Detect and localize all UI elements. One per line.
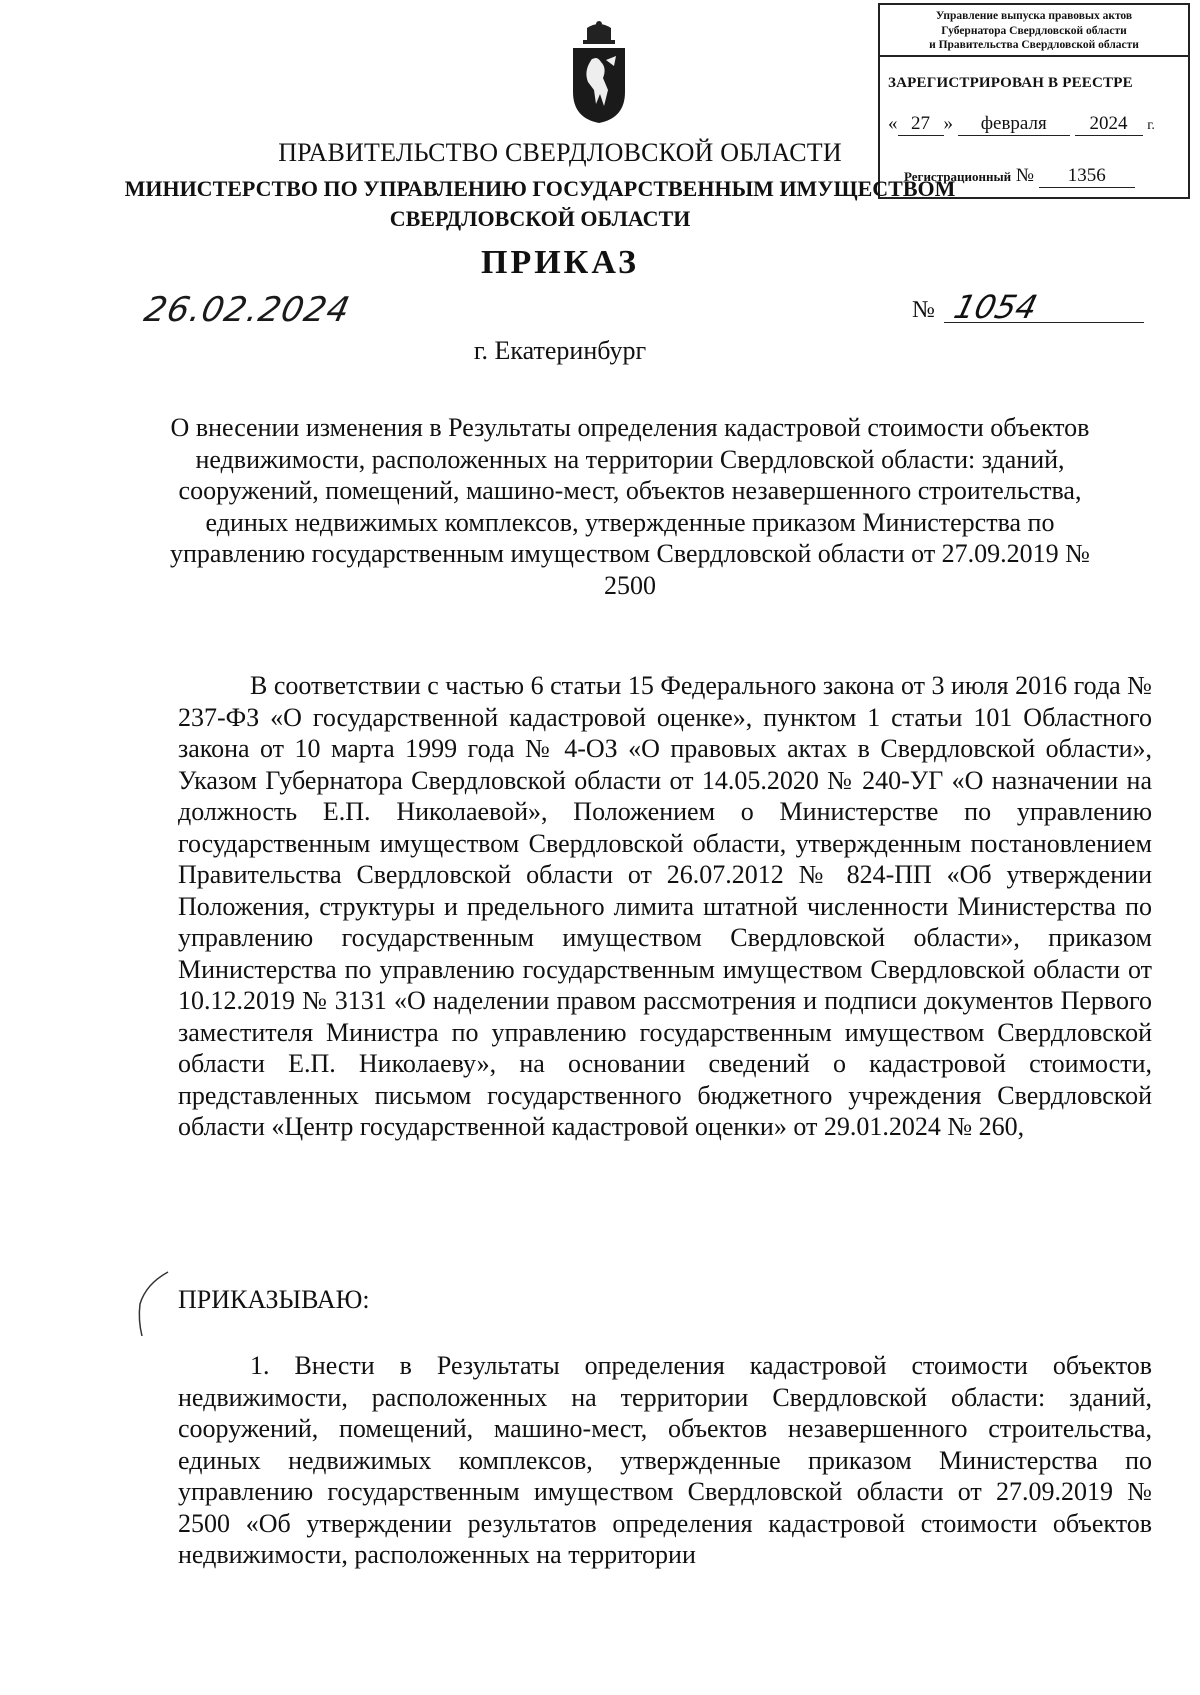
stamp-year-suffix: г. <box>1147 118 1155 133</box>
document-title: О внесении изменения в Результаты определения кадастровой стоимости объектов недвижимости, расположенных на территории Свердловской области: зданий, сооружений, помещений, машино-мест, объектов незавершенного строительства, единых недвижимых комплексов, утвержденные приказом Министерства по управлению государственным имуществом Свердловской области от 27.09.2019 № 2500 <box>170 413 1090 600</box>
ministry-name <box>0 174 1140 234</box>
handwritten-number: 1054 <box>950 288 1042 326</box>
registration-stamp <box>878 3 1190 199</box>
stamp-header-line2: Губернатора Свердловской области <box>941 24 1127 37</box>
stamp-reg-label: Регистрационный <box>904 169 1012 184</box>
coat-of-arms-icon <box>570 20 628 124</box>
stamp-quote-open: « <box>888 113 898 134</box>
stamp-header-line1: Управление выпуска правовых актов <box>935 10 1133 22</box>
number-label: № <box>912 297 935 323</box>
stamp-year: 2024 <box>1075 113 1143 136</box>
stamp-header-line3: и Правительства Свердловской области <box>929 39 1139 51</box>
stamp-quote-close: » <box>943 113 953 134</box>
handwritten-date: 26.02.2024 <box>140 290 354 330</box>
order-word: ПРИКАЗЫВАЮ: <box>178 1285 370 1314</box>
stamp-month: февраля <box>958 113 1070 136</box>
preamble-paragraph: В соответствии с частью 6 статьи 15 Федерального закона от 3 июля 2016 года № 237-ФЗ «О государственной кадастровой оценке», пунктом 1 статьи 101 Областного закона от 10 марта 1999 года № 4-ОЗ «О правовых актах в Свердловской области», Указом Губернатора Свердловской области от 14.05.2020 № 240-УГ «О назначении на должность Е.П. Николаевой», Положением о Министерстве по управлению государственным имуществом Свердловской области, утвержденным постановлением Правительства Свердловской области от 26.07.2012 № 824-ПП «Об утверждении Положения, структуры и предельного лимита штатной численности Министерства по управлению государственным имуществом Свердловской области», приказом Министерства по управлению государственным имуществом Свердловской области от 10.12.2019 № 3131 «О наделении правом рассмотрения и подписи документов Первого заместителя Министра по управлению государственным имуществом Свердловской области Е.П. Николаеву», на основании сведений о кадастровой стоимости, представленных письмом государственного бюджетного учреждения Свердловской области «Центр государственной кадастровой оценки» от 29.01.2024 № 260, <box>178 671 1152 1141</box>
stamp-num-sign: № <box>1015 165 1034 186</box>
item-1-paragraph: 1. Внести в Результаты определения кадастровой стоимости объектов недвижимости, расположенных на территории Свердловской области: зданий, сооружений, помещений, машино-мест, объектов незавершенного строительства, единых недвижимых комплексов, утвержденные приказом Министерства по управлению государственным имуществом Свердловской области от 27.09.2019 № 2500 «Об утверждении результатов определения кадастровой стоимости объектов недвижимости, расположенных на территории <box>178 1351 1152 1569</box>
city: г. Екатеринбург <box>473 336 647 365</box>
ministry-line1: МИНИСТЕРСТВО ПО УПРАВЛЕНИЮ ГОСУДАРСТВЕННЫМ ИМУЩЕСТВОМ <box>124 176 956 201</box>
document-type: ПРИКАЗ <box>481 244 639 281</box>
stamp-day: 27 <box>898 113 944 136</box>
government-name: ПРАВИТЕЛЬСТВО СВЕРДЛОВСКОЙ ОБЛАСТИ <box>278 138 842 167</box>
stamp-reg-number: 1356 <box>1039 165 1135 188</box>
ministry-line2: СВЕРДЛОВСКОЙ ОБЛАСТИ <box>389 206 691 231</box>
stamp-registered-label: ЗАРЕГИСТРИРОВАН В РЕЕСТРЕ <box>888 75 1133 91</box>
stamp-date <box>888 113 1155 136</box>
stamp-header <box>880 5 1188 57</box>
handwritten-mark-icon <box>136 1270 176 1340</box>
